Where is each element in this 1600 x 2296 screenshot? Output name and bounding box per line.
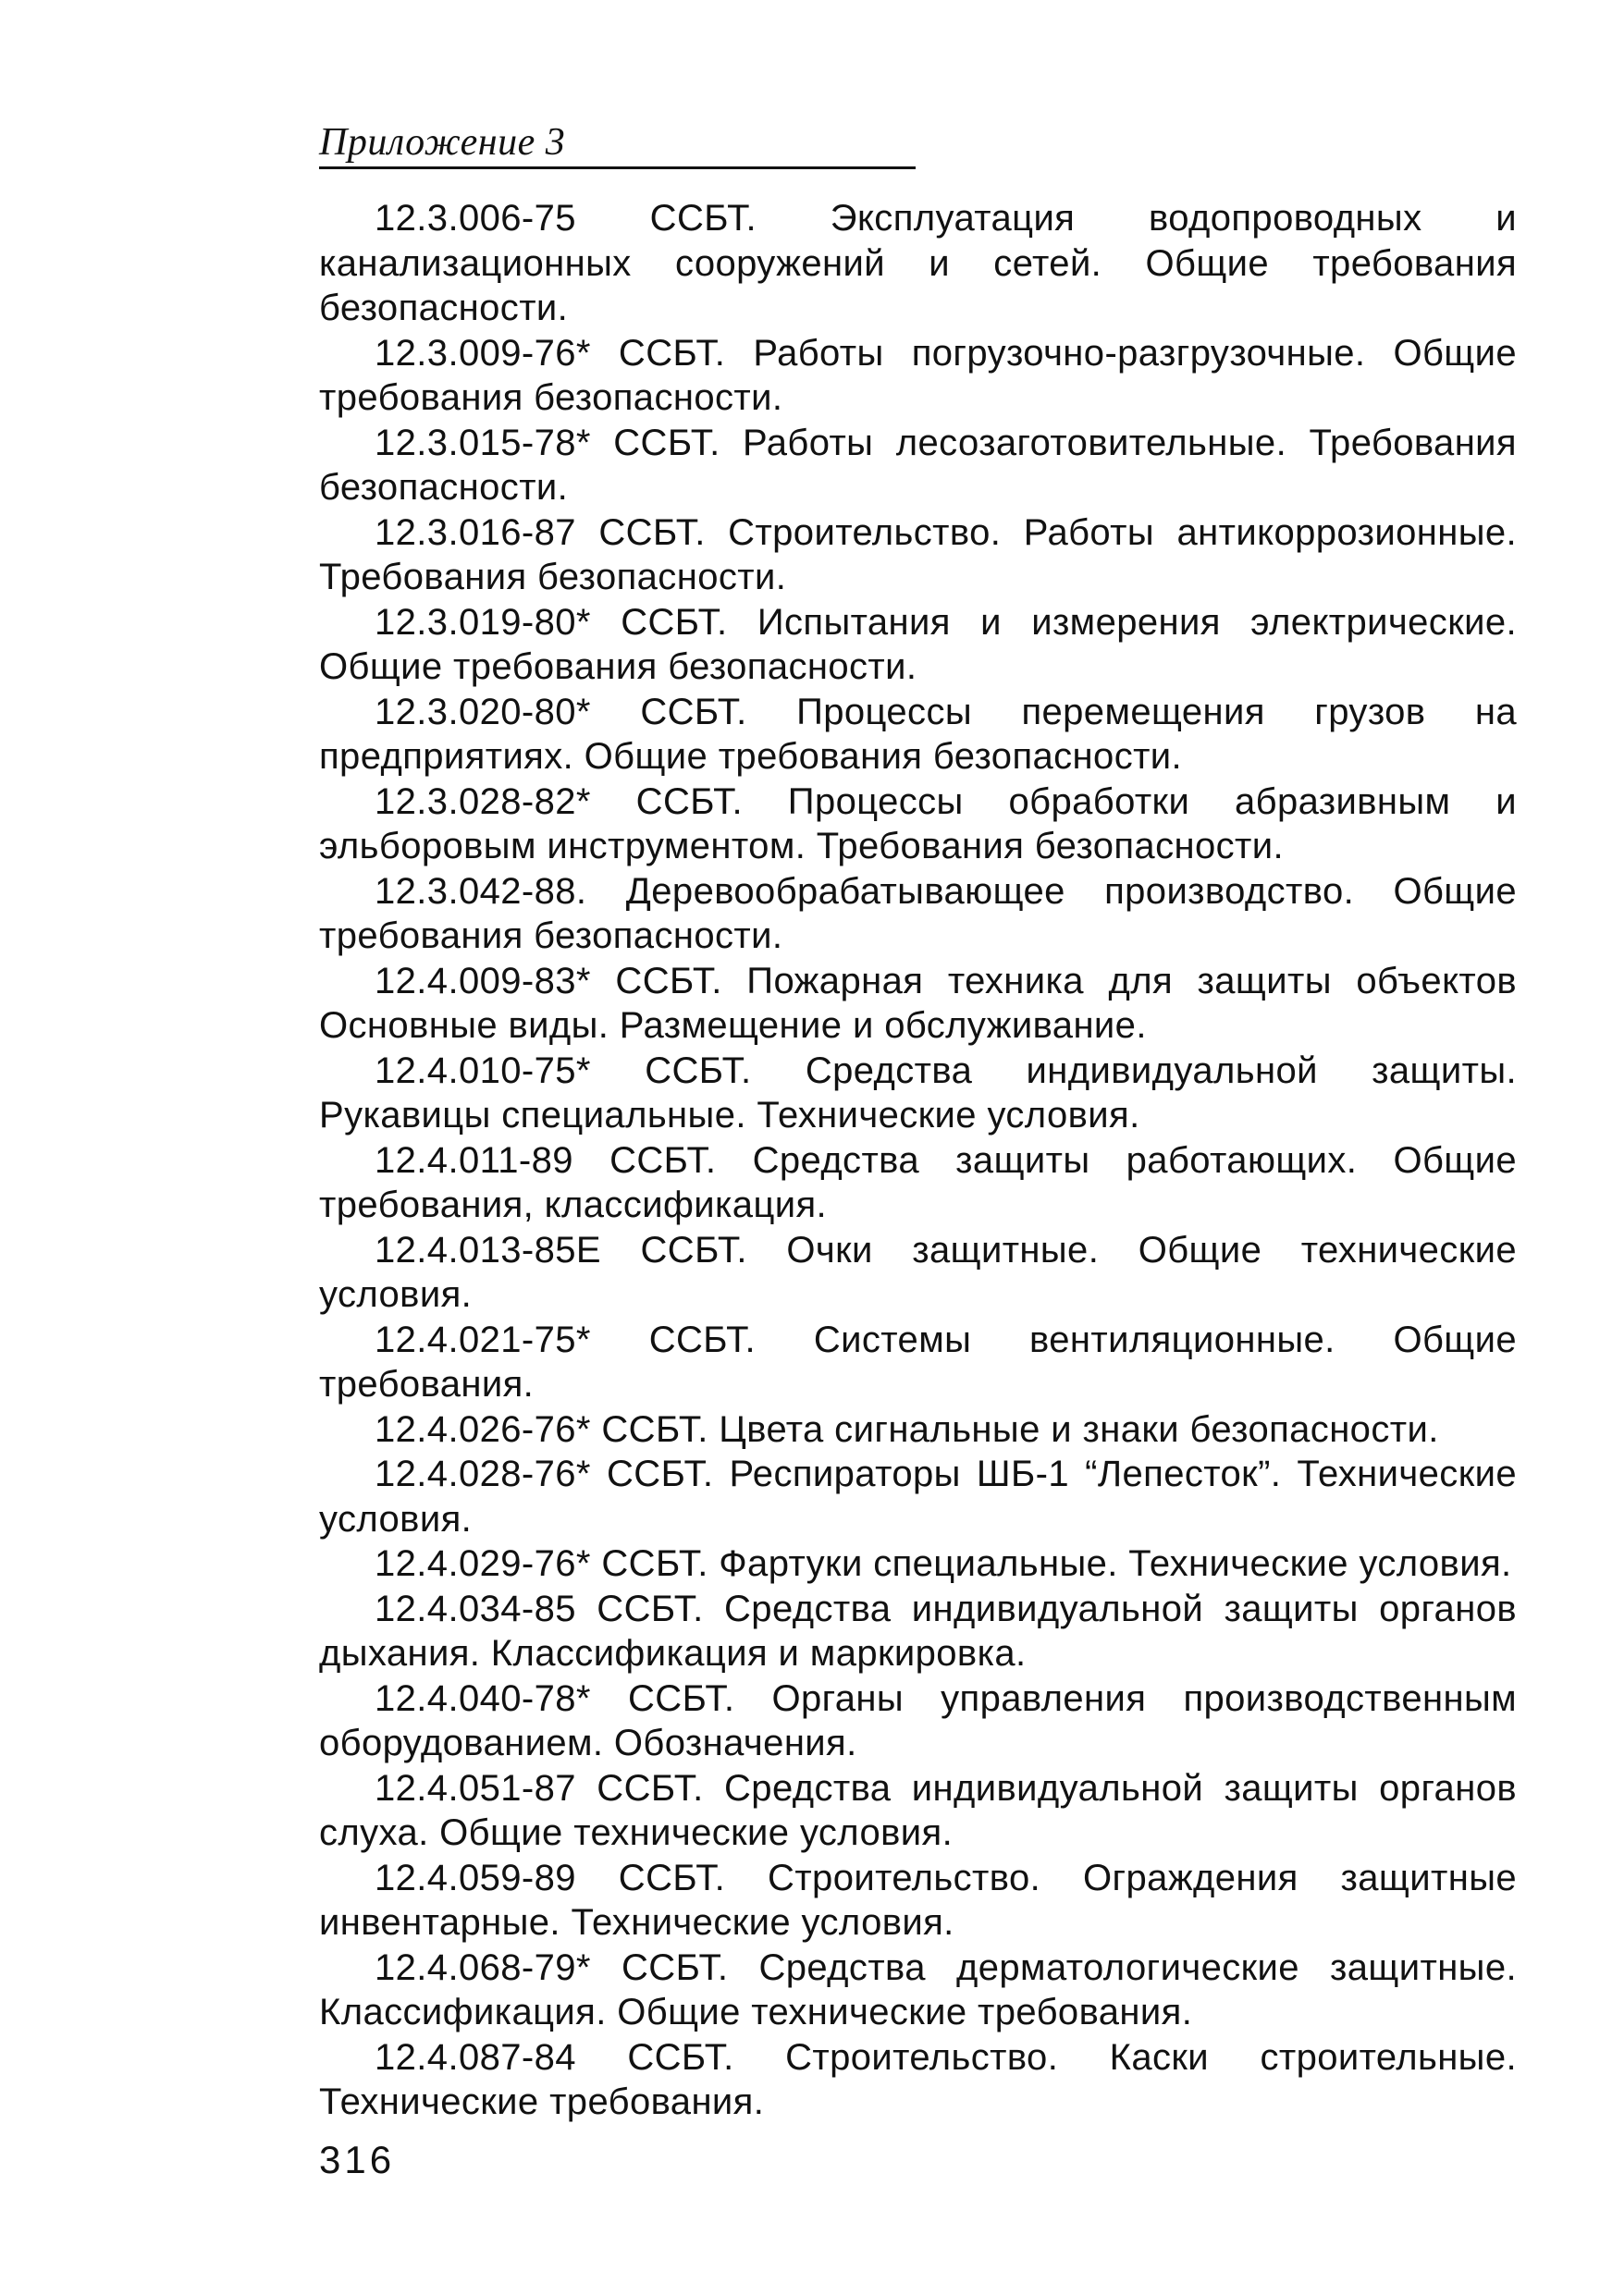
- list-item: 12.3.020-80* ССБТ. Процессы перемещения грузов на предприятиях. Общие требования безопасности.: [319, 691, 1517, 777]
- list-item: 12.4.010-75* ССБТ. Средства индивидуальной защиты. Рукавицы специальные. Технические условия.: [319, 1050, 1517, 1136]
- list-item: 12.3.028-82* ССБТ. Процессы обработки абразивным и эльборовым инструментом. Требования безопасности.: [319, 780, 1517, 866]
- list-item: 12.4.034-85 ССБТ. Средства индивидуальной защиты органов дыхания. Классификация и маркировка.: [319, 1588, 1517, 1674]
- list-item: 12.4.059-89 ССБТ. Строительство. Ограждения защитные инвентарные. Технические условия.: [319, 1857, 1517, 1943]
- list-item: 12.3.016-87 ССБТ. Строительство. Работы антикоррозионные. Требования безопасности.: [319, 511, 1517, 597]
- list-item: 12.4.021-75* ССБТ. Системы вентиляционные. Общие требования.: [319, 1319, 1517, 1405]
- list-item: 12.3.042-88. Деревообрабатывающее производство. Общие требования безопасности.: [319, 870, 1517, 956]
- list-item: 12.4.029-76* ССБТ. Фартуки специальные. Технические условия.: [375, 1543, 1512, 1584]
- list-item: 12.4.051-87 ССБТ. Средства индивидуальной защиты органов слуха. Общие технические условия.: [319, 1767, 1517, 1853]
- list-item: 12.4.087-84 ССБТ. Строительство. Каски строительные. Технические требования.: [319, 2036, 1517, 2122]
- list-item: 12.3.009-76* ССБТ. Работы погрузочно-разгрузочные. Общие требования безопасности.: [319, 332, 1517, 418]
- header-rule: [319, 166, 916, 169]
- list-item: 12.4.009-83* ССБТ. Пожарная техника для защиты объектов Основные виды. Размещение и обслуживание.: [319, 960, 1517, 1046]
- page-number: 316: [319, 2137, 396, 2181]
- document-page: [319, 111, 1517, 2182]
- running-head: Приложение 3: [319, 121, 566, 164]
- list-item: 12.3.006-75 ССБТ. Эксплуатация водопроводных и канализационных сооружений и сетей. Общие требования безопасности.: [319, 198, 1517, 328]
- list-item: 12.4.040-78* ССБТ. Органы управления производственным оборудованием. Обозначения.: [319, 1677, 1517, 1763]
- list-item: 12.4.013-85Е ССБТ. Очки защитные. Общие технические условия.: [319, 1229, 1517, 1315]
- list-item: 12.4.026-76* ССБТ. Цвета сигнальные и знаки безопасности.: [375, 1408, 1439, 1450]
- list-item: 12.4.028-76* ССБТ. Респираторы ШБ-1 “Лепесток”. Технические условия.: [319, 1454, 1517, 1540]
- page-header: [319, 111, 1517, 176]
- list-item: 12.3.019-80* ССБТ. Испытания и измерения электрические. Общие требования безопасности.: [319, 601, 1517, 687]
- list-item: 12.4.068-79* ССБТ. Средства дерматологические защитные. Классификация. Общие технические требования.: [319, 1946, 1517, 2032]
- list-item: 12.3.015-78* ССБТ. Работы лесозаготовительные. Требования безопасности.: [319, 422, 1517, 508]
- list-item: 12.4.011-89 ССБТ. Средства защиты работающих. Общие требования, классификация.: [319, 1139, 1517, 1225]
- standards-list: [319, 196, 1517, 2125]
